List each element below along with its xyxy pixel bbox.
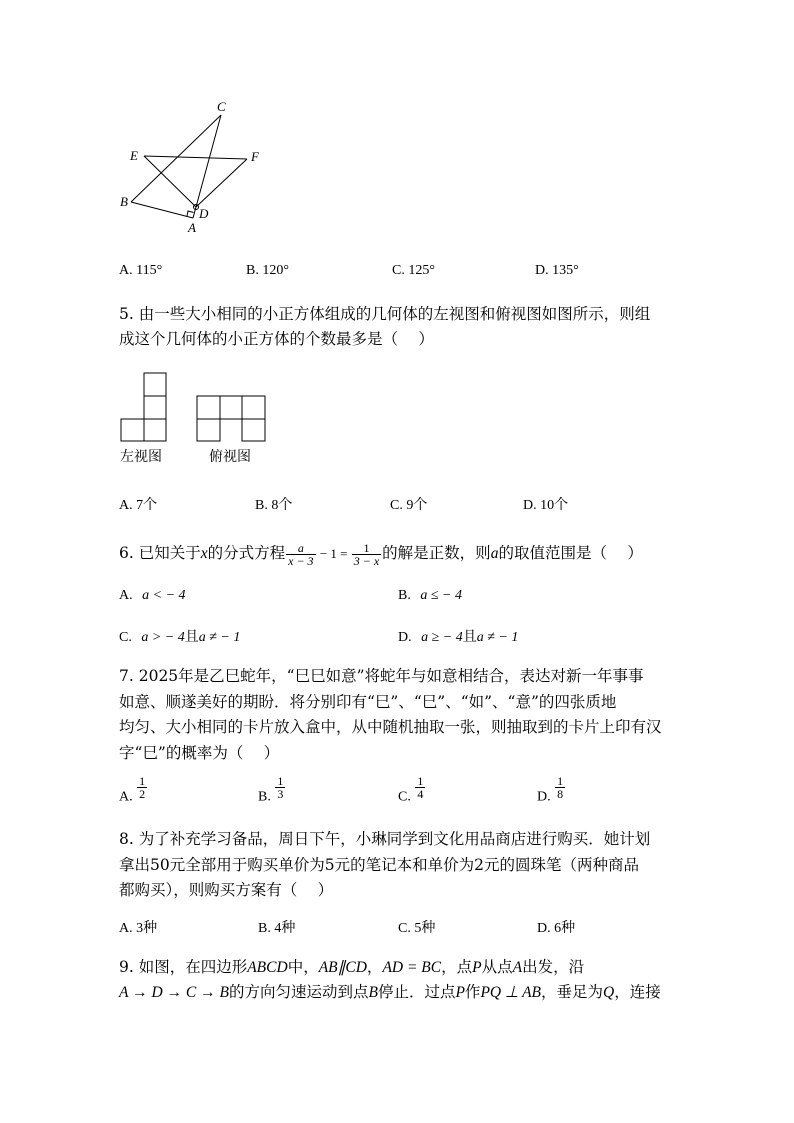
top-view-cube — [242, 396, 265, 419]
math-abcd: ABCD — [247, 959, 288, 976]
option-label: C. — [119, 630, 132, 645]
q4-option-c[interactable]: C. 125° — [392, 263, 435, 278]
fraction-denominator: 3 − x — [353, 553, 380, 568]
q5-option-b[interactable]: B. 8个 — [255, 498, 293, 513]
top-view-cube — [197, 396, 220, 419]
fraction-denominator: 8 — [557, 787, 564, 801]
right-angle-mark — [187, 211, 194, 216]
option-label: D. — [537, 789, 551, 805]
q5-option-d[interactable]: D. 10个 — [523, 498, 569, 513]
q9-text: 9. 如图，在四边形 — [119, 958, 248, 976]
label-F: F — [251, 149, 259, 164]
line-DF — [196, 159, 247, 207]
q6-text: 6. 已知关于 — [119, 544, 201, 562]
option-fraction — [415, 775, 425, 800]
q4-option-d[interactable]: D. 135° — [535, 263, 579, 278]
q6-option-d[interactable] — [398, 626, 518, 646]
q8-option-d[interactable]: D. 6种 — [537, 921, 576, 936]
label-A: A — [188, 220, 196, 235]
left-view-cube — [144, 396, 166, 419]
option-math: a > − 4 — [141, 630, 185, 645]
option-label: D. — [398, 630, 412, 645]
q9-text: ，点 — [441, 958, 473, 976]
q6-option-b[interactable] — [398, 588, 462, 604]
line-EF — [144, 156, 247, 159]
option-math: a ≠ − 1 — [476, 630, 519, 645]
math-ad-equals-bc: AD = BC — [382, 959, 442, 976]
q7-stem-line1: 7. 2025年是乙巳蛇年，“巳巳如意”将蛇年与如意相结合，表达对新一年事事 — [119, 667, 644, 685]
fraction-a-over-x-minus-3 — [286, 542, 315, 567]
fraction-numerator: 1 — [557, 774, 564, 788]
option-and: 且 — [184, 630, 199, 645]
q9-text: 中， — [287, 958, 319, 976]
q9-text: 停止．过点 — [377, 983, 456, 1001]
option-fraction — [275, 775, 285, 800]
q9-text: ， — [366, 958, 383, 976]
q7-option-b[interactable] — [258, 775, 286, 806]
q9-stem-line2 — [119, 980, 661, 1002]
q9-text: 作 — [464, 983, 481, 1001]
q9-text: 的方向匀速运动到点 — [228, 983, 369, 1001]
q6-text: 的分式方程 — [207, 544, 286, 562]
option-label: A. — [119, 588, 133, 603]
top-view-cube — [242, 419, 265, 441]
q7-option-a[interactable] — [119, 775, 148, 806]
fraction-1-over-3-minus-x — [352, 542, 381, 567]
q5-stem-line1: 5. 由一些大小相同的小正方体组成的几何体的左视图和俯视图如图所示，则组 — [119, 305, 651, 323]
q9-text: 从点 — [481, 958, 513, 976]
q8-option-a[interactable]: A. 3种 — [119, 921, 158, 936]
math-ab-parallel-cd: AB∥CD — [318, 959, 367, 976]
q5-views-figure — [118, 370, 268, 442]
option-math: a ≠ − 1 — [198, 630, 241, 645]
left-view-cube — [121, 419, 144, 441]
q7-stem-line4: 字“巳”的概率为（ ） — [119, 744, 280, 762]
q8-stem-line1: 8. 为了补充学习备品，周日下午，小琳同学到文化用品商店进行购买．她计划 — [119, 830, 651, 848]
option-and: 且 — [462, 630, 477, 645]
label-C: C — [217, 99, 226, 114]
q7-stem-line2: 如意、顺遂美好的期盼．将分别印有“巳”、“巳”、“如”、“意”的四张质地 — [119, 693, 617, 711]
top-view-cube — [220, 396, 242, 419]
q5-stem-line2: 成这个几何体的小正方体的个数最多是（ ） — [119, 330, 434, 348]
label-D: D — [199, 206, 209, 221]
math-pq-perp-ab: PQ ⊥ AB — [480, 984, 542, 1001]
fraction-numerator: a — [286, 542, 315, 555]
q8-option-b[interactable]: B. 4种 — [258, 921, 296, 936]
var-x: x — [200, 545, 208, 562]
option-math: a < − 4 — [142, 588, 186, 603]
fraction-denominator: 2 — [139, 787, 146, 801]
q7-option-c[interactable] — [398, 775, 426, 806]
line-AC — [193, 115, 221, 218]
top-view-cube — [197, 419, 220, 441]
math-p: P — [455, 984, 465, 1001]
option-math: a ≤ − 4 — [420, 588, 462, 603]
math-a: A — [512, 959, 523, 976]
option-label: B. — [258, 789, 271, 805]
q9-text: ，连接 — [614, 983, 661, 1001]
q7-stem-line3: 均匀、大小相同的卡片放入盒中，从中随机抽取一张，则抽取到的卡片上印有汉 — [119, 718, 662, 736]
q6-option-a[interactable] — [119, 588, 186, 604]
top-view-caption: 俯视图 — [209, 449, 251, 465]
q5-option-c[interactable]: C. 9个 — [390, 498, 428, 513]
q8-option-c[interactable]: C. 5种 — [398, 921, 436, 936]
q9-stem-line1 — [119, 955, 584, 977]
line-BA — [131, 202, 193, 218]
fraction-numerator: 1 — [277, 774, 284, 788]
fraction-numerator: 1 — [352, 542, 381, 555]
geometry-figure — [110, 95, 280, 240]
minus-one-equals: − 1 = — [316, 546, 351, 561]
fraction-numerator: 1 — [417, 774, 424, 788]
option-label: C. — [398, 789, 411, 805]
q9-text: ，垂足为 — [541, 983, 604, 1001]
fraction-denominator: x − 3 — [288, 553, 314, 568]
q8-stem-line3: 都购买），则购买方案有（ ） — [119, 881, 334, 899]
option-fraction — [137, 775, 147, 800]
q6-text: 的取值范围是（ ） — [498, 544, 643, 562]
fraction-numerator: 1 — [139, 774, 146, 788]
left-view-cube — [144, 419, 166, 441]
option-label: B. — [398, 588, 411, 603]
left-view-cube — [144, 373, 166, 396]
option-label: A. — [119, 789, 133, 805]
option-math: a ≥ − 4 — [421, 630, 463, 645]
q6-stem — [119, 541, 643, 567]
line-BC — [131, 115, 221, 202]
math-p: P — [472, 959, 482, 976]
label-B: B — [120, 194, 128, 209]
q6-option-c[interactable] — [119, 626, 240, 646]
q8-stem-line2: 拿出50元全部用于购买单价为5元的笔记本和单价为2元的圆珠笔（两种商品 — [119, 856, 639, 874]
math-b: B — [368, 984, 378, 1001]
option-fraction — [555, 775, 565, 800]
q4-option-a[interactable]: A. 115° — [119, 263, 163, 278]
fraction-denominator: 4 — [417, 787, 424, 801]
q5-option-a[interactable]: A. 7个 — [119, 498, 158, 513]
label-E: E — [130, 148, 138, 163]
math-q: Q — [603, 984, 615, 1001]
var-a: a — [490, 545, 499, 562]
left-view-caption: 左视图 — [120, 449, 162, 465]
math-path: A → D → C → B — [119, 984, 229, 1001]
q9-text: 出发，沿 — [522, 958, 585, 976]
q7-option-d[interactable] — [537, 775, 566, 806]
q4-option-b[interactable]: B. 120° — [246, 263, 289, 278]
q6-text: 的解是正数，则 — [382, 544, 491, 562]
fraction-denominator: 3 — [277, 787, 284, 801]
